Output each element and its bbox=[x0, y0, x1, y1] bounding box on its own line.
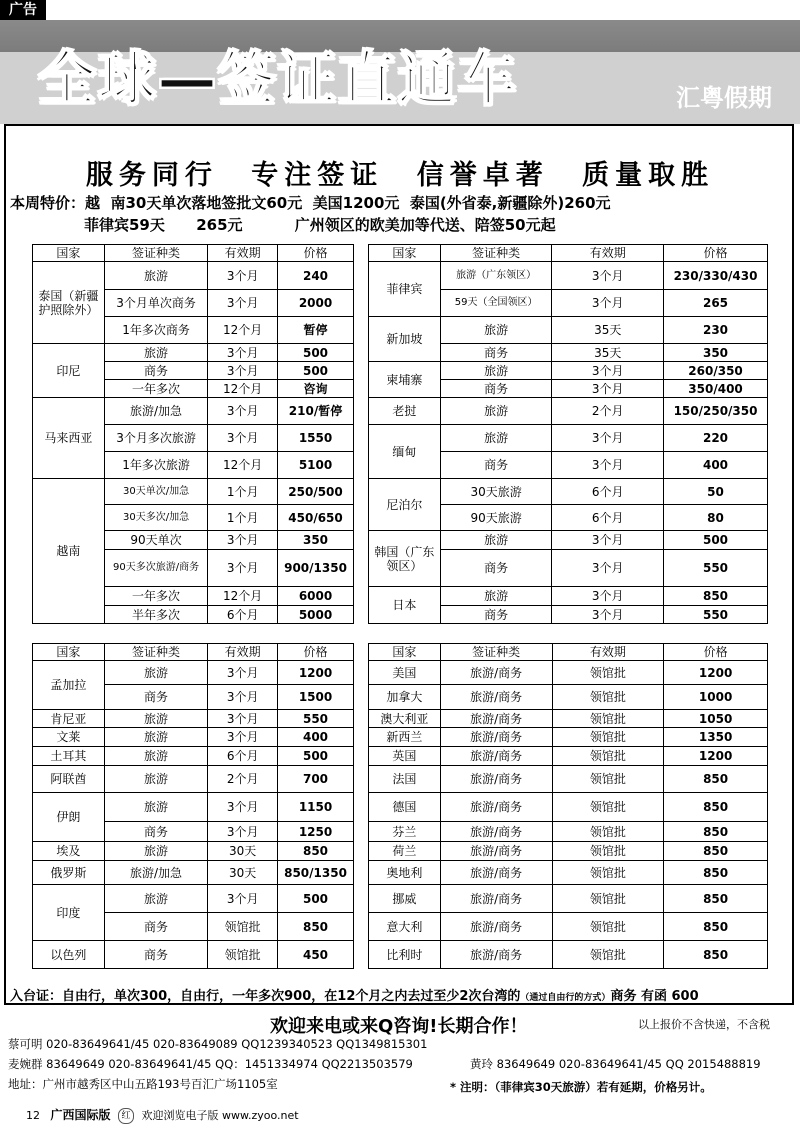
table-row bbox=[33, 479, 354, 505]
header-country: 国家 bbox=[33, 245, 105, 262]
validity-cell: 领馆批 bbox=[552, 747, 664, 766]
validity-cell: 领馆批 bbox=[208, 913, 278, 941]
visa-type-cell: 旅游 bbox=[104, 661, 208, 685]
validity-cell: 3个月 bbox=[552, 550, 664, 587]
ad-tag: 广告 bbox=[0, 0, 46, 20]
country-cell: 泰国（新疆护照除外） bbox=[33, 262, 105, 344]
price-cell: 400 bbox=[664, 452, 768, 479]
table-row bbox=[33, 728, 354, 747]
visa-type-cell: 旅游 bbox=[440, 317, 552, 344]
price-cell: 550 bbox=[664, 606, 768, 624]
header-type: 签证种类 bbox=[104, 644, 208, 661]
validity-cell: 30天 bbox=[208, 842, 278, 861]
visa-type-cell: 旅游（广东领区） bbox=[440, 262, 552, 290]
price-cell: 500 bbox=[278, 885, 354, 913]
table-row bbox=[369, 362, 768, 380]
contact-line-3: 黄玲 83649649 020-83649641/45 QQ 2015488819 bbox=[470, 1057, 761, 1071]
visa-type-cell: 旅游/商务 bbox=[440, 685, 552, 710]
price-cell: 1350 bbox=[664, 728, 768, 747]
price-cell: 700 bbox=[278, 766, 354, 793]
taiwan-entry-note bbox=[10, 985, 699, 1004]
validity-cell: 领馆批 bbox=[552, 766, 664, 793]
visa-type-cell: 旅游 bbox=[104, 747, 208, 766]
validity-cell: 6个月 bbox=[208, 747, 278, 766]
country-cell: 法国 bbox=[369, 766, 441, 793]
country-cell: 菲律宾 bbox=[369, 262, 441, 317]
price-cell: 850 bbox=[664, 766, 768, 793]
validity-cell: 3个月 bbox=[552, 380, 664, 398]
table-row bbox=[33, 747, 354, 766]
table-row bbox=[369, 822, 768, 842]
validity-cell: 领馆批 bbox=[552, 685, 664, 710]
price-cell: 450 bbox=[278, 941, 354, 969]
publication-name: 广西国际版 bbox=[50, 1108, 111, 1122]
table-row bbox=[33, 344, 354, 362]
price-cell: 1000 bbox=[664, 685, 768, 710]
validity-cell: 领馆批 bbox=[552, 913, 664, 941]
price-cell: 210/暂停 bbox=[278, 398, 354, 425]
price-cell: 1250 bbox=[278, 822, 354, 842]
table-row bbox=[369, 661, 768, 685]
price-cell: 850 bbox=[664, 885, 768, 913]
visa-type-cell: 一年多次 bbox=[104, 587, 208, 606]
page-footer bbox=[26, 1106, 299, 1124]
weekly-special-line-1: 本周特价：越 南30天单次落地签批文60元 美国1200元 泰国(外省泰,新疆除外)260元 bbox=[10, 194, 611, 212]
visa-type-cell: 旅游 bbox=[440, 425, 552, 452]
price-cell: 500 bbox=[278, 344, 354, 362]
validity-cell: 3个月 bbox=[208, 822, 278, 842]
visa-type-cell: 旅游 bbox=[104, 885, 208, 913]
table-row bbox=[33, 262, 354, 290]
table-row bbox=[369, 747, 768, 766]
price-cell: 1200 bbox=[664, 661, 768, 685]
visa-type-cell: 商务 bbox=[104, 941, 208, 969]
country-cell: 阿联酋 bbox=[33, 766, 105, 793]
table-row bbox=[369, 587, 768, 606]
price-cell: 5000 bbox=[278, 606, 354, 624]
visa-type-cell: 旅游 bbox=[440, 531, 552, 550]
table-row bbox=[369, 479, 768, 505]
validity-cell: 3个月 bbox=[208, 550, 278, 587]
price-cell: 850 bbox=[664, 941, 768, 969]
visa-type-cell: 商务 bbox=[440, 606, 552, 624]
price-cell: 80 bbox=[664, 505, 768, 531]
price-cell: 1500 bbox=[278, 685, 354, 710]
table-row bbox=[369, 531, 768, 550]
validity-cell: 3个月 bbox=[552, 362, 664, 380]
validity-cell: 3个月 bbox=[208, 531, 278, 550]
validity-cell: 12个月 bbox=[208, 380, 278, 398]
validity-cell: 领馆批 bbox=[552, 842, 664, 861]
price-cell: 6000 bbox=[278, 587, 354, 606]
visa-type-cell: 旅游/商务 bbox=[440, 793, 552, 822]
price-cell: 850 bbox=[664, 842, 768, 861]
validity-cell: 3个月 bbox=[208, 710, 278, 728]
country-cell: 埃及 bbox=[33, 842, 105, 861]
visa-type-cell: 90天单次 bbox=[104, 531, 208, 550]
visa-type-cell: 旅游/商务 bbox=[440, 913, 552, 941]
price-cell: 2000 bbox=[278, 290, 354, 317]
country-cell: 文莱 bbox=[33, 728, 105, 747]
visa-type-cell: 商务 bbox=[104, 685, 208, 710]
visa-type-cell: 旅游/商务 bbox=[440, 766, 552, 793]
price-cell: 500 bbox=[664, 531, 768, 550]
table-row bbox=[33, 941, 354, 969]
visa-type-cell: 旅游 bbox=[104, 766, 208, 793]
visa-type-cell: 旅游 bbox=[104, 728, 208, 747]
table-row bbox=[33, 710, 354, 728]
price-cell: 350 bbox=[664, 344, 768, 362]
banner-brand: 汇粤假期 bbox=[676, 84, 772, 112]
visa-type-cell: 一年多次 bbox=[104, 380, 208, 398]
header-country: 国家 bbox=[369, 245, 441, 262]
visa-type-cell: 旅游/商务 bbox=[440, 822, 552, 842]
table-row bbox=[33, 766, 354, 793]
validity-cell: 3个月 bbox=[208, 425, 278, 452]
validity-cell: 3个月 bbox=[552, 531, 664, 550]
country-cell: 荷兰 bbox=[369, 842, 441, 861]
validity-cell: 3个月 bbox=[208, 262, 278, 290]
visa-type-cell: 商务 bbox=[104, 913, 208, 941]
visa-type-cell: 59天（全国领区） bbox=[440, 290, 552, 317]
visa-type-cell: 旅游 bbox=[104, 710, 208, 728]
table-row bbox=[33, 793, 354, 822]
validity-cell: 35天 bbox=[552, 344, 664, 362]
visa-type-cell: 商务 bbox=[440, 550, 552, 587]
validity-cell: 1个月 bbox=[208, 479, 278, 505]
visa-type-cell: 旅游/商务 bbox=[440, 842, 552, 861]
country-cell: 以色列 bbox=[33, 941, 105, 969]
table-row bbox=[33, 842, 354, 861]
table-row bbox=[369, 842, 768, 861]
validity-cell: 3个月 bbox=[552, 452, 664, 479]
visa-type-cell: 3个月单次商务 bbox=[104, 290, 208, 317]
visa-type-cell: 90天多次旅游/商务 bbox=[104, 550, 208, 587]
price-cell: 暂停 bbox=[278, 317, 354, 344]
price-cell: 850 bbox=[278, 913, 354, 941]
header-price: 价格 bbox=[664, 644, 768, 661]
visa-type-cell: 旅游 bbox=[104, 793, 208, 822]
country-cell: 土耳其 bbox=[33, 747, 105, 766]
visa-type-cell: 旅游/商务 bbox=[440, 661, 552, 685]
visa-type-cell: 30天多次/加急 bbox=[104, 505, 208, 531]
visa-type-cell: 旅游 bbox=[104, 262, 208, 290]
validity-cell: 3个月 bbox=[208, 728, 278, 747]
country-cell: 意大利 bbox=[369, 913, 441, 941]
table-row bbox=[369, 861, 768, 885]
price-note: 以上报价不含快递，不含税 bbox=[638, 1018, 770, 1031]
price-cell: 220 bbox=[664, 425, 768, 452]
header-country: 国家 bbox=[33, 644, 105, 661]
country-cell: 俄罗斯 bbox=[33, 861, 105, 885]
price-cell: 250/500 bbox=[278, 479, 354, 505]
visa-table-western-right bbox=[368, 643, 768, 969]
visa-type-cell: 旅游/商务 bbox=[440, 710, 552, 728]
header-validity: 有效期 bbox=[208, 245, 278, 262]
visa-type-cell: 旅游/加急 bbox=[104, 398, 208, 425]
price-cell: 260/350 bbox=[664, 362, 768, 380]
validity-cell: 6个月 bbox=[552, 479, 664, 505]
country-cell: 越南 bbox=[33, 479, 105, 624]
visa-type-cell: 商务 bbox=[440, 344, 552, 362]
table-row bbox=[33, 661, 354, 685]
banner-title: 全球—签证直通车 bbox=[38, 45, 519, 113]
price-cell: 850 bbox=[664, 913, 768, 941]
country-cell: 韩国（广东领区） bbox=[369, 531, 441, 587]
country-cell: 芬兰 bbox=[369, 822, 441, 842]
price-cell: 500 bbox=[278, 747, 354, 766]
table-row bbox=[369, 710, 768, 728]
table-row bbox=[369, 398, 768, 425]
table-row bbox=[33, 885, 354, 913]
country-cell: 印度 bbox=[33, 885, 105, 941]
price-cell: 450/650 bbox=[278, 505, 354, 531]
address-line: 地址：广州市越秀区中山五路193号百汇广场1105室 bbox=[8, 1077, 278, 1091]
visa-type-cell: 30天旅游 bbox=[440, 479, 552, 505]
slogan: 服务同行 专注签证 信誉卓著 质量取胜 bbox=[85, 160, 715, 191]
price-cell: 550 bbox=[664, 550, 768, 587]
validity-cell: 1个月 bbox=[208, 505, 278, 531]
validity-cell: 3个月 bbox=[552, 262, 664, 290]
price-cell: 850 bbox=[664, 793, 768, 822]
price-cell: 500 bbox=[278, 362, 354, 380]
contact-line-2: 麦婉群 83649649 020-83649641/45 QQ：1451334974 QQ2213503579 bbox=[8, 1057, 413, 1071]
price-cell: 850 bbox=[664, 822, 768, 842]
header-validity: 有效期 bbox=[552, 644, 664, 661]
country-cell: 英国 bbox=[369, 747, 441, 766]
validity-cell: 3个月 bbox=[208, 344, 278, 362]
validity-cell: 3个月 bbox=[208, 793, 278, 822]
validity-cell: 领馆批 bbox=[552, 941, 664, 969]
price-cell: 1200 bbox=[278, 661, 354, 685]
table-row bbox=[33, 398, 354, 425]
country-cell: 新加坡 bbox=[369, 317, 441, 362]
price-cell: 350 bbox=[278, 531, 354, 550]
price-cell: 850 bbox=[664, 861, 768, 885]
validity-cell: 35天 bbox=[552, 317, 664, 344]
validity-cell: 领馆批 bbox=[552, 728, 664, 747]
welcome-message: 欢迎来电或来Q咨询!长期合作！ bbox=[270, 1016, 528, 1037]
visa-type-cell: 旅游 bbox=[104, 842, 208, 861]
visa-table-asia-right bbox=[368, 244, 768, 624]
country-cell: 柬埔寨 bbox=[369, 362, 441, 398]
validity-cell: 6个月 bbox=[208, 606, 278, 624]
price-cell: 1200 bbox=[664, 747, 768, 766]
extension-note: * 注明：（菲律宾30天旅游）若有延期，价格另计。 bbox=[450, 1080, 712, 1094]
visa-type-cell: 半年多次 bbox=[104, 606, 208, 624]
price-cell: 400 bbox=[278, 728, 354, 747]
visa-type-cell: 30天单次/加急 bbox=[104, 479, 208, 505]
country-cell: 美国 bbox=[369, 661, 441, 685]
country-cell: 孟加拉 bbox=[33, 661, 105, 710]
validity-cell: 3个月 bbox=[208, 661, 278, 685]
price-cell: 咨询 bbox=[278, 380, 354, 398]
validity-cell: 领馆批 bbox=[552, 710, 664, 728]
country-cell: 印尼 bbox=[33, 344, 105, 398]
country-cell: 德国 bbox=[369, 793, 441, 822]
header-country: 国家 bbox=[369, 644, 441, 661]
validity-cell: 领馆批 bbox=[552, 793, 664, 822]
weekly-special-line-2: 菲律宾59天 265元 广州领区的欧美加等代送、陪签50元起 bbox=[84, 216, 556, 234]
header-type: 签证种类 bbox=[104, 245, 208, 262]
validity-cell: 3个月 bbox=[208, 885, 278, 913]
validity-cell: 3个月 bbox=[552, 606, 664, 624]
country-cell: 挪威 bbox=[369, 885, 441, 913]
visa-table-other-left bbox=[32, 643, 354, 969]
visa-type-cell: 旅游/商务 bbox=[440, 941, 552, 969]
validity-cell: 3个月 bbox=[208, 398, 278, 425]
table-row bbox=[369, 913, 768, 941]
table-row bbox=[369, 728, 768, 747]
country-cell: 加拿大 bbox=[369, 685, 441, 710]
visa-type-cell: 旅游 bbox=[440, 398, 552, 425]
visa-type-cell: 旅游/商务 bbox=[440, 728, 552, 747]
table-row bbox=[369, 262, 768, 290]
price-cell: 1150 bbox=[278, 793, 354, 822]
validity-cell: 12个月 bbox=[208, 587, 278, 606]
visa-type-cell: 3个月多次旅游 bbox=[104, 425, 208, 452]
website-text: 欢迎浏览电子版 www.zyoo.net bbox=[141, 1109, 299, 1122]
visa-type-cell: 商务 bbox=[104, 362, 208, 380]
validity-cell: 30天 bbox=[208, 861, 278, 885]
validity-cell: 领馆批 bbox=[552, 885, 664, 913]
entry-note-tail: 商务 有函 600 bbox=[610, 989, 699, 1004]
validity-cell: 3个月 bbox=[208, 362, 278, 380]
visa-type-cell: 商务 bbox=[440, 380, 552, 398]
price-cell: 5100 bbox=[278, 452, 354, 479]
country-cell: 奥地利 bbox=[369, 861, 441, 885]
price-cell: 1550 bbox=[278, 425, 354, 452]
price-cell: 150/250/350 bbox=[664, 398, 768, 425]
header-price: 价格 bbox=[664, 245, 768, 262]
visa-type-cell: 1年多次旅游 bbox=[104, 452, 208, 479]
country-cell: 新西兰 bbox=[369, 728, 441, 747]
table-row bbox=[369, 885, 768, 913]
validity-cell: 3个月 bbox=[552, 425, 664, 452]
header-validity: 有效期 bbox=[552, 245, 664, 262]
price-cell: 240 bbox=[278, 262, 354, 290]
validity-cell: 3个月 bbox=[208, 290, 278, 317]
validity-cell: 领馆批 bbox=[552, 661, 664, 685]
visa-type-cell: 旅游 bbox=[440, 362, 552, 380]
visa-type-cell: 商务 bbox=[104, 822, 208, 842]
country-cell: 日本 bbox=[369, 587, 441, 624]
validity-cell: 2个月 bbox=[552, 398, 664, 425]
header-type: 签证种类 bbox=[440, 245, 552, 262]
price-cell: 350/400 bbox=[664, 380, 768, 398]
header-validity: 有效期 bbox=[208, 644, 278, 661]
header-price: 价格 bbox=[278, 644, 354, 661]
visa-type-cell: 旅游/商务 bbox=[440, 747, 552, 766]
header-price: 价格 bbox=[278, 245, 354, 262]
price-cell: 265 bbox=[664, 290, 768, 317]
page-number: 12 bbox=[26, 1109, 40, 1122]
visa-type-cell: 1年多次商务 bbox=[104, 317, 208, 344]
price-cell: 850/1350 bbox=[278, 861, 354, 885]
visa-type-cell: 旅游/商务 bbox=[440, 885, 552, 913]
price-cell: 50 bbox=[664, 479, 768, 505]
validity-cell: 领馆批 bbox=[552, 822, 664, 842]
price-cell: 230/330/430 bbox=[664, 262, 768, 290]
validity-cell: 3个月 bbox=[552, 587, 664, 606]
visa-type-cell: 商务 bbox=[440, 452, 552, 479]
table-row bbox=[369, 425, 768, 452]
validity-cell: 领馆批 bbox=[208, 941, 278, 969]
price-cell: 850 bbox=[278, 842, 354, 861]
visa-type-cell: 旅游/商务 bbox=[440, 861, 552, 885]
validity-cell: 12个月 bbox=[208, 317, 278, 344]
price-cell: 1050 bbox=[664, 710, 768, 728]
table-row bbox=[369, 685, 768, 710]
country-cell: 伊朗 bbox=[33, 793, 105, 842]
banner bbox=[0, 20, 800, 124]
price-cell: 230 bbox=[664, 317, 768, 344]
country-cell: 肯尼亚 bbox=[33, 710, 105, 728]
validity-cell: 12个月 bbox=[208, 452, 278, 479]
header-type: 签证种类 bbox=[440, 644, 552, 661]
country-cell: 比利时 bbox=[369, 941, 441, 969]
price-cell: 550 bbox=[278, 710, 354, 728]
country-cell: 马来西亚 bbox=[33, 398, 105, 479]
price-cell: 850 bbox=[664, 587, 768, 606]
visa-type-cell: 旅游 bbox=[440, 587, 552, 606]
visa-type-cell: 旅游 bbox=[104, 344, 208, 362]
visa-table-asia-left bbox=[32, 244, 354, 624]
country-cell: 尼泊尔 bbox=[369, 479, 441, 531]
validity-cell: 3个月 bbox=[552, 290, 664, 317]
price-cell: 900/1350 bbox=[278, 550, 354, 587]
country-cell: 缅甸 bbox=[369, 425, 441, 479]
visa-type-cell: 旅游/加急 bbox=[104, 861, 208, 885]
validity-cell: 3个月 bbox=[208, 685, 278, 710]
publication-logo-icon: 红 bbox=[118, 1108, 134, 1124]
visa-type-cell: 90天旅游 bbox=[440, 505, 552, 531]
validity-cell: 6个月 bbox=[552, 505, 664, 531]
entry-note-main: 入台证：自由行，单次300，自由行，一年多次900，在12个月之内去过至少2次台湾的 bbox=[10, 989, 521, 1004]
table-row bbox=[369, 766, 768, 793]
validity-cell: 领馆批 bbox=[552, 861, 664, 885]
validity-cell: 2个月 bbox=[208, 766, 278, 793]
country-cell: 澳大利亚 bbox=[369, 710, 441, 728]
table-row bbox=[369, 317, 768, 344]
table-row bbox=[369, 941, 768, 969]
country-cell: 老挝 bbox=[369, 398, 441, 425]
table-row bbox=[369, 793, 768, 822]
entry-note-small: （通过自由行的方式） bbox=[520, 993, 611, 1003]
contact-line-1: 蔡可明 020-83649641/45 020-83649089 QQ1239340523 QQ1349815301 bbox=[8, 1037, 428, 1051]
table-row bbox=[33, 861, 354, 885]
